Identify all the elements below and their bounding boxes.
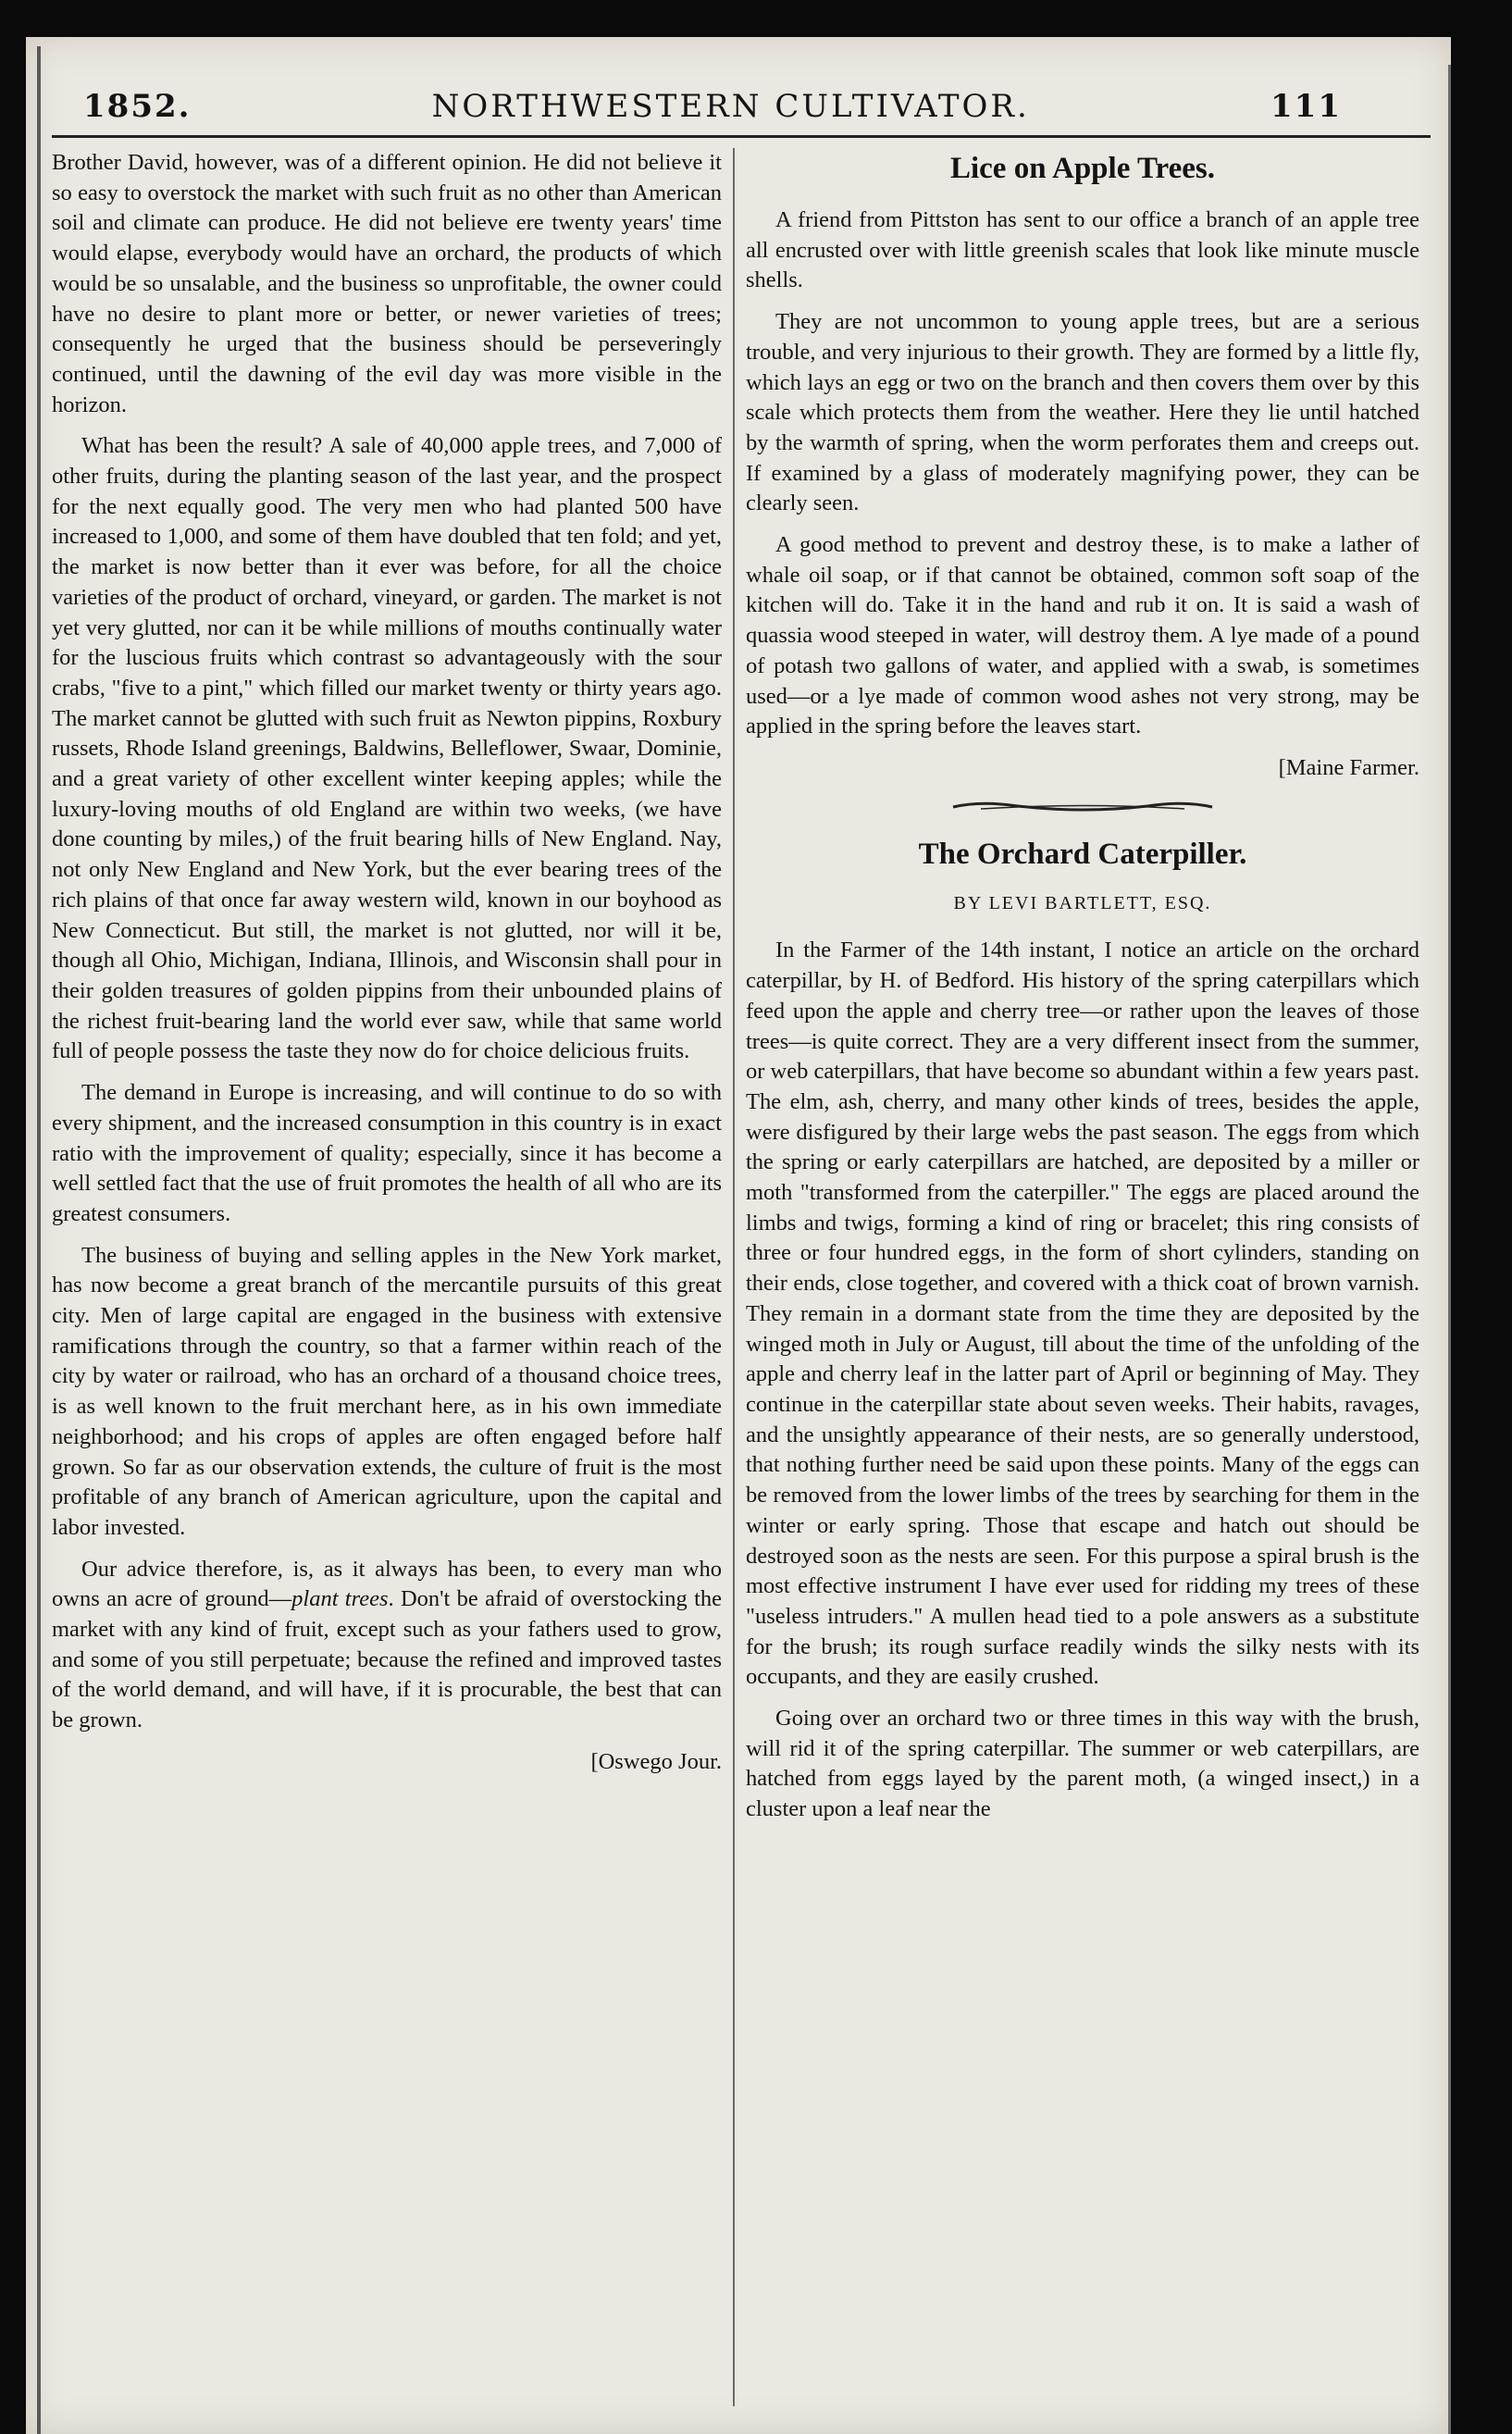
header-year: 1852.: [83, 88, 192, 125]
page-edge-right: [1448, 65, 1451, 2434]
right-column: [746, 148, 1419, 2425]
page-header: [83, 85, 1342, 128]
section-divider-ornament: [944, 799, 1221, 815]
lice-paragraph-1: A friend from Pittston has sent to our office a branch of an apple tree all encrusted over with little greenish scales that look like minute muscle shells.: [746, 207, 1419, 293]
left-paragraph-advice: [52, 1555, 722, 1736]
left-paragraph-4: The business of buying and selling apples in the New York market, has now become a great branch of the mercantile pursuits of this great city. Men of large capital are engaged in the business with extensive ramifications through the country, so that a farmer within reach of the city by water or railroad, who has an orchard of a thousand choice trees, is as well known to the fruit merchant here, as in his own immediate neighborhood; and his crops of apples are often engaged before half grown. So far as our observation extends, the culture of fruit is the most profitable of any branch of American agriculture, upon the capital and labor invested.: [52, 1242, 722, 1540]
header-title: NORTHWESTERN CULTIVATOR.: [431, 88, 1030, 125]
article-byline: BY LEVI BARTLETT, ESQ.: [953, 892, 1212, 913]
caterpiller-paragraph-1: In the Farmer of the 14th instant, I notice an article on the orchard caterpillar, by H. of Bedford. His history of the spring caterpillars which feed upon the apple and cherry tree—or rather upon the leaves of those trees—is quite correct. They are a very different insect from the summer, or web caterpillars, that have become so abundant within a few years past. The elm, ash, cherry, and many other kinds of trees, besides the apple, were disfigured by their large webs the past season. The eggs from which the spring or early caterpillars are hatched, are deposited by a miller or moth "transformed from the caterpiller." The eggs are placed around the limbs and twigs, forming a kind of ring or bracelet; this ring consists of three or four hundred eggs, in the form of short cylinders, standing on their ends, close together, and covered with a thick coat of brown varnish. They remain in a dormant state from the time they are deposited by the winged moth in July or August, till about the time of the unfolding of the apple and cherry leaf in the latter part of April or beginning of May. They continue in the caterpillar state about seven weeks. Their habits, ravages, and the unsightly appearance of their nests, are so generally understood, that nothing further need be said upon these points. Many of the eggs can be removed from the lower limbs of the trees by searching for them in the winter or early spring. Those that escape and hatch out should be destroyed soon as the nests are seen. For this purpose a spiral brush is the most effective instrument I have ever used for ridding my trees of these "useless intruders." A mullen head tied to a pole answers as a substitute for the brush; its rough surface readily winds the silky nests with its occupants, and they are easily crushed.: [746, 938, 1419, 1690]
left-paragraph-1: Brother David, however, was of a different opinion. He did not believe it so easy to overstock the market with such fruit as no other than American soil and climate can produce. He did not believe ere twenty years' time would elapse, everybody would have an orchard, the products of which would be so unsalable, and the business so unprofitable, the owner could have no desire to plant more or better, or newer varieties of trees; consequently he urged that the business should be perseveringly continued, until the dawning of the evil day was more visible in the horizon.: [52, 150, 722, 417]
lice-paragraph-2: They are not uncommon to young apple trees, but are a serious trouble, and very injurious to their growth. They are formed by a little fly, which lays an egg or two on the branch and then covers them over by this scale which protects them from the weather. Here they lie until hatched by the warmth of spring, when the worm perforates them and creeps out. If examined by a glass of moderately magnifying power, they can be clearly seen.: [746, 309, 1419, 516]
advice-text-start: Our advice therefore, is, as it always has been, to every man who owns an acre of ground—: [52, 1556, 722, 1612]
advice-text-end: . Don't be afraid of overstocking the market with any kind of fruit, except such as your fathers used to grow, and some of you still perpetuate; because the refined and improved tastes of the world demand, and will have, if it is procurable, the best that can be grown.: [52, 1586, 722, 1733]
page-edge-left: [37, 46, 41, 2434]
lice-source: [Maine Farmer.: [1278, 755, 1419, 780]
caterpiller-paragraph-2: Going over an orchard two or three times in this way with the brush, will rid it of the spring caterpillar. The summer or web caterpillars, are hatched from eggs layed by the parent moth, (a winged insect,) in a cluster upon a leaf near the: [746, 1706, 1419, 1822]
header-page-number: 111: [1270, 88, 1342, 125]
advice-text-italic: plant trees: [291, 1586, 389, 1612]
left-paragraph-3: The demand in Europe is increasing, and will continue to do so with every shipment, and the increased consumption in this country is in exact ratio with the improvement of quality; especially, since it has become a well settled fact that the use of fruit promotes the health of all who are its greatest consumers.: [52, 1080, 722, 1226]
article-heading-caterpiller: The Orchard Caterpiller.: [918, 837, 1247, 871]
left-paragraph-2: What has been the result? A sale of 40,000 apple trees, and 7,000 of other fruits, during the planting season of the last year, and the prospect for the next equally good. The very men who had planted 500 have increased to 1,000, and some of them have doubled that ten fold; and yet, the market is now better than it ever was before, for all the choice varieties of the product of orchard, vineyard, or garden. The market is not yet very glutted, nor can it be while millions of mouths continually water for the luscious fruits which contrast so advantageously with the sour crabs, "five to a pint," which filled our market twenty or thirty years ago. The market cannot be glutted with such fruit as Newton pippins, Roxbury russets, Rhode Island greenings, Baldwins, Belleflower, Swaar, Dominie, and a great variety of other excellent winter keeping apples; while the luxury-loving mouths of old England are within two weeks, (we have done counting by miles,) of the fruit bearing hills of New England. Nay, not only New England and New York, but the ever bearing trees of the rich plains of that once far away western wild, known in our boyhood as New Connecticut. But still, the market is not glutted, nor will it be, though all Ohio, Michigan, Indiana, Illinois, and Wisconsin shall pour in their golden treasures of golden pippins from their unbounded plains of the richest fruit-bearing land the world ever saw, while that same world full of people possess the taste they now do for choice delicious fruits.: [52, 433, 722, 1064]
lice-paragraph-3: A good method to prevent and destroy these, is to make a lather of whale oil soap, or if that cannot be obtained, common soft soap of the kitchen will do. Take it in the hand and rub it on. It is said a wash of quassia wood steeped in water, will destroy them. A lye made of a pound of potash two gallons of water, and applied with a swab, is sometimes used—or a lye made of common wood ashes not very strong, may be applied in the spring before the leaves start.: [746, 532, 1419, 739]
article-heading-lice: Lice on Apple Trees.: [949, 152, 1215, 185]
column-divider: [733, 148, 735, 2406]
header-rule: [52, 135, 1431, 138]
left-source: [Oswego Jour.: [590, 1748, 722, 1774]
left-column: [52, 148, 722, 2415]
